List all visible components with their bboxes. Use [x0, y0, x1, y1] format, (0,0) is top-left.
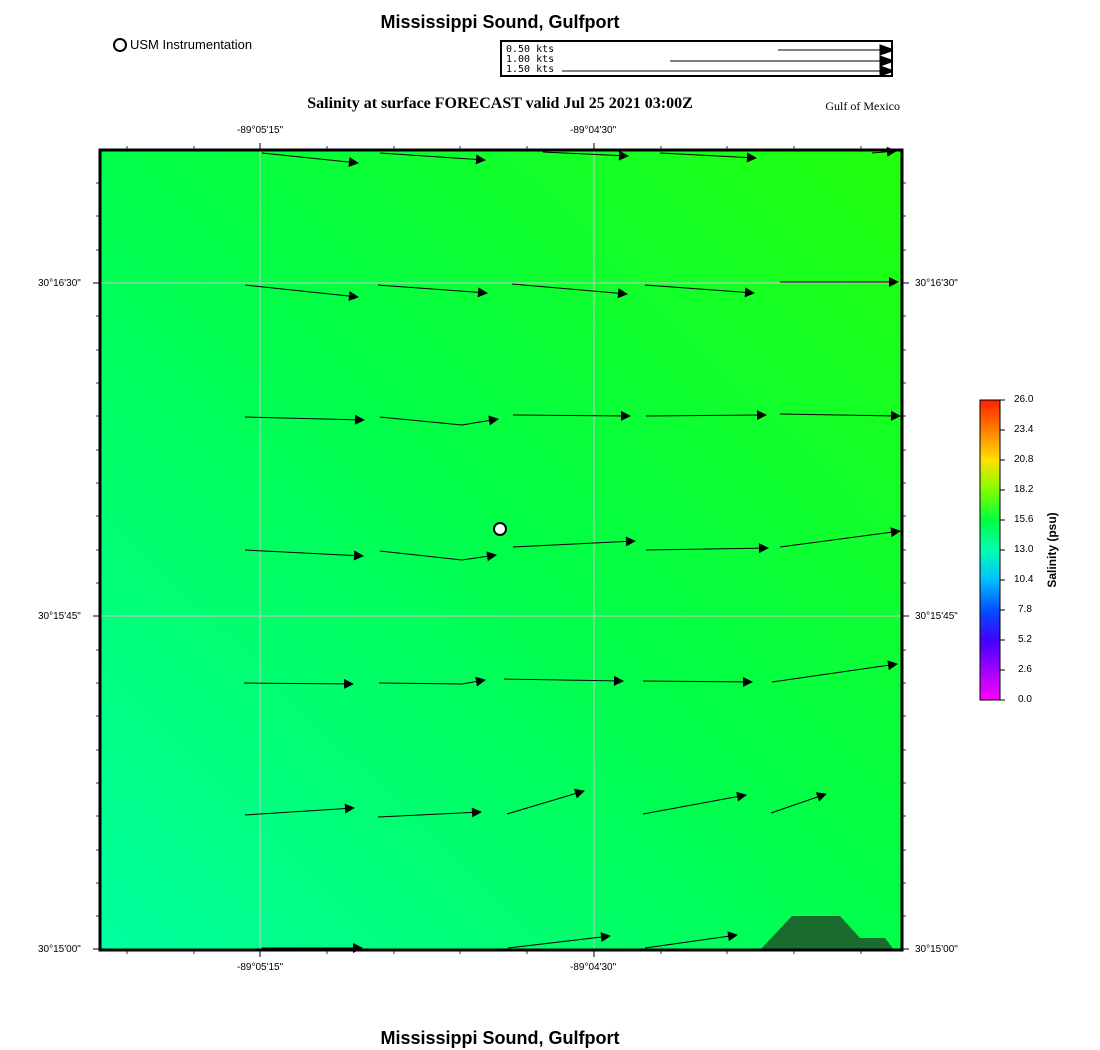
lat-tick-right-3: 30°15'00" [915, 944, 958, 955]
usm-station-marker[interactable] [494, 523, 506, 535]
lon-tick-bottom-1: -89°05'15" [237, 962, 284, 973]
colorbar-label: 15.6 [1014, 514, 1034, 525]
lat-tick-left-1: 30°16'30" [38, 278, 81, 289]
colorbar-label: 0.0 [1018, 694, 1032, 705]
salinity-colorbar [980, 400, 1000, 700]
scale-label-050: 0.50 kts [506, 44, 555, 55]
usm-legend-label: USM Instrumentation [130, 37, 253, 52]
lat-tick-right-2: 30°15'45" [915, 611, 958, 622]
colorbar-label: 18.2 [1014, 484, 1034, 495]
colorbar-ticks [1000, 400, 1005, 700]
region-label: Gulf of Mexico [825, 99, 900, 113]
colorbar-label: 26.0 [1014, 394, 1034, 405]
lat-tick-right-1: 30°16'30" [915, 278, 958, 289]
lon-tick-bottom-2: -89°04'30" [570, 962, 617, 973]
page-title: Mississippi Sound, Gulfport [380, 12, 620, 32]
lon-tick-top-2: -89°04'30" [570, 125, 617, 136]
salinity-field [100, 150, 902, 950]
colorbar-label: 23.4 [1014, 424, 1034, 435]
colorbar-label: 7.8 [1018, 604, 1032, 615]
colorbar-title: Salinity (psu) [1045, 512, 1059, 588]
colorbar-label: 5.2 [1018, 634, 1032, 645]
colorbar-label: 13.0 [1014, 544, 1034, 555]
footer-title: Mississippi Sound, Gulfport [380, 1028, 620, 1048]
scale-label-150: 1.50 kts [506, 64, 555, 75]
colorbar-label: 2.6 [1018, 664, 1032, 675]
map-subtitle: Salinity at surface FORECAST valid Jul 25 2021 03:00Z [307, 95, 693, 112]
lat-tick-left-3: 30°15'00" [38, 944, 81, 955]
lat-tick-left-2: 30°15'45" [38, 611, 81, 622]
colorbar-label: 10.4 [1014, 574, 1034, 585]
lon-tick-top-1: -89°05'15" [237, 125, 284, 136]
scale-label-100: 1.00 kts [506, 54, 555, 65]
colorbar-label: 20.8 [1014, 454, 1034, 465]
